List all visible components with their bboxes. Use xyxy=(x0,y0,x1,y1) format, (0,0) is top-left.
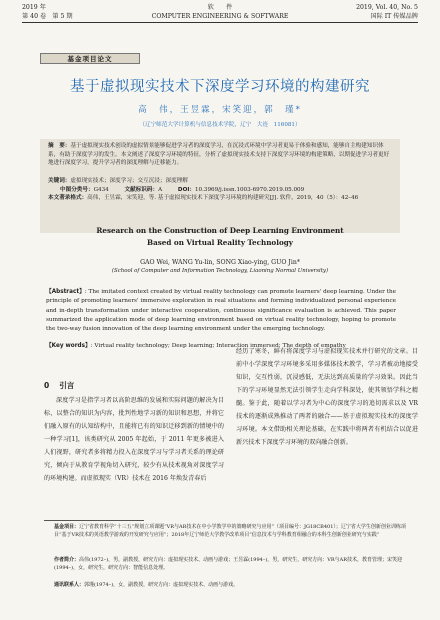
title-en xyxy=(22,225,418,249)
header-year: 2019 年 xyxy=(22,4,46,11)
footnote-corresponding xyxy=(54,581,412,589)
header-journal-en: COMPUTER ENGINEERING & SOFTWARE xyxy=(151,12,289,20)
doc-code: A xyxy=(158,187,163,193)
authors-zh: 高 伟，王昱霖，宋笑迎，郭 瑾* xyxy=(138,105,302,115)
section-title: 引言 xyxy=(59,381,75,390)
body-column-left: 深度学习是指学习者以高阶思维的发展和实际问题的解决为目标，以整合的知识为内容，批判性地学习新的知识和思想，并将它们融入原有的认知结构中，且能将已有的知识迁移到新的情境中的一种学习[1]，该类研究从 2005 年起始，于 2011 年更多被进入人们视野，研究者多将精力投入在深度学习与学习者关系的理论研究，倾向于从教育学视角切入研究，较少有从技术视角对深度学习的环境构建。而虚拟现实（VR）技术在 2016 年焕发青春后 xyxy=(44,397,224,482)
footnote-fund-label: 基金项目： xyxy=(54,524,80,530)
footnote-author-label: 作者简介： xyxy=(54,557,80,563)
keywords-en-text: : Virtual reality technology; Deep learning; Interaction immersed; The depth of empathy xyxy=(90,343,346,349)
footnote-author xyxy=(54,556,412,573)
footnote-corr-text: 郭瑾(1974–)，女，副教授，研究方向：虚拟现实技术、动画与游戏。 xyxy=(84,582,239,588)
section-heading-intro xyxy=(44,380,74,391)
doi-label: DOI： xyxy=(177,187,195,193)
header-brand: 国际 IT 传媒品牌 xyxy=(370,12,418,20)
title-zh: 基于虚拟现实技术下深度学习环境的构建研究 xyxy=(70,79,370,95)
title-en-line1: Research on the Construction of Deep Learning Environment xyxy=(96,226,344,235)
title-en-line2: Based on Virtual Reality Technology xyxy=(147,238,293,247)
abstract-zh xyxy=(48,142,394,168)
keywords-zh-label: 关键词： xyxy=(48,178,71,184)
body-column-right: 经历了寒冬，鲜有将深度学习与虚拟现实技术并行研究的文章。目前中小学深度学习环境多采用多媒体技术教学，学习者被动地接受知识，交互性弱，沉浸感低，无法达到高质量的学习效果。因此当下的学习环境显然无法引领学生走向学科深处，使其领悟学科之精髓。鉴于此，随着以学习者为中心的深度学习的追切需求以及 VR 技术的逐渐成熟推动了两者的融合——基于虚拟现实技术的深度学习环境。本文借助相关理论基础，在实践中将两者有机结合以促进新兴技术下深度学习环境的双向融合创新。 xyxy=(236,348,418,446)
clc-code: G434 xyxy=(93,187,109,193)
keywords-zh-text: 虚拟现实技术；深度学习；交互沉浸；深度理解 xyxy=(70,178,188,184)
authors-en: GAO Wei, WANG Yu-lin, SONG Xiao-ying, GUO Jin* xyxy=(140,259,300,266)
footnote-corr-label: 通讯联系人： xyxy=(54,582,85,588)
header-journal-name: 软 件 xyxy=(207,4,233,11)
header-divider xyxy=(22,22,418,23)
keywords-en-label: 【Key words】 xyxy=(46,343,91,349)
footnote-fund-text: 辽宁省教育科学“十三五”规划立项课题“VR与AR技术在中小学教学中的策略研究与应用”（项目编号：JG18CB401）；辽宁省大学生创新创业训练项目“基于VR技术的英语教学游戏的开发研究与应用”；2018年辽宁师范大学教学改革项目“信息技术与学科教育相融合的本科生创新创业研究与实践” xyxy=(54,524,406,539)
doi: 10.3969/j.issn.1003-6970.2019.05.009 xyxy=(195,187,305,193)
footnote-fund xyxy=(54,523,412,540)
abstract-en-text: : The imitated context created by virtual reality technology can promote learners' deep learning. Under the principle of promoting learners' immersive exploration in real situations and forming individualized personal experience and in-depth transformation under interactive cooperation, continuous significance evaluation is achieved. This paper summarized the application mode of deep learning environment based on virtual reality technology, hoping to promote the two-way fusion innovation of the deep learning environment under the emerging technology. xyxy=(46,289,397,333)
affiliation-zh: （辽宁师范大学计算机与信息技术学院，辽宁 大连 116081） xyxy=(139,122,301,128)
abstract-en-label: 【Abstract】 xyxy=(46,289,85,295)
citation-format xyxy=(48,193,394,203)
citation-text: 高伟，王昱霖，宋笑迎，等. 基于虚拟现实技术下深度学习环境的构建研究[J]. 软件，2019，40（5）：42–46 xyxy=(87,195,359,201)
footnote-divider xyxy=(44,520,144,521)
header-volume: 2019, Vol. 40, No. 5 xyxy=(356,4,418,11)
clc-label: 中图分类号： xyxy=(60,187,94,193)
keywords-zh xyxy=(48,176,394,184)
footnote-author-text: 高伟(1972–)，男，副教授，研究方向：虚拟现实技术、动画与游戏；王昱霖(1994–)，男，研究生，研究方向：VR与AR技术，教育管理；宋笑迎(1994–)，女，研究生，研究方向：智能信息处理。 xyxy=(54,557,403,572)
doc-code-label: 文献标识码： xyxy=(124,187,159,193)
citation-label: 本文著录格式： xyxy=(48,195,88,201)
classification-line xyxy=(60,185,394,193)
abstract-zh-label: 摘 要： xyxy=(48,143,71,149)
abstract-en xyxy=(46,288,396,334)
column-tag: 基金项目论文 xyxy=(40,53,140,64)
section-number: 0 xyxy=(44,381,50,390)
abstract-zh-text: 基于虚拟现实技术创设的虚拟情景能够促进学习者的深度学习，在沉浸式环境中学习者更易于体验和感知，能够自主构建知识体系，有助于深度学习的发生。本文阐述了深度学习环境的特征，分析了虚拟现实技术支持下深度学习环境的构建策略，以期促进学习者更好地进行深度学习，提升学习者的深度理解与迁移能力。 xyxy=(48,143,390,167)
affiliation-en: (School of Computer and Information Technology, Liaoning Normal University) xyxy=(111,268,329,274)
header-issue: 第 40 卷 第 5 期 xyxy=(22,12,73,20)
